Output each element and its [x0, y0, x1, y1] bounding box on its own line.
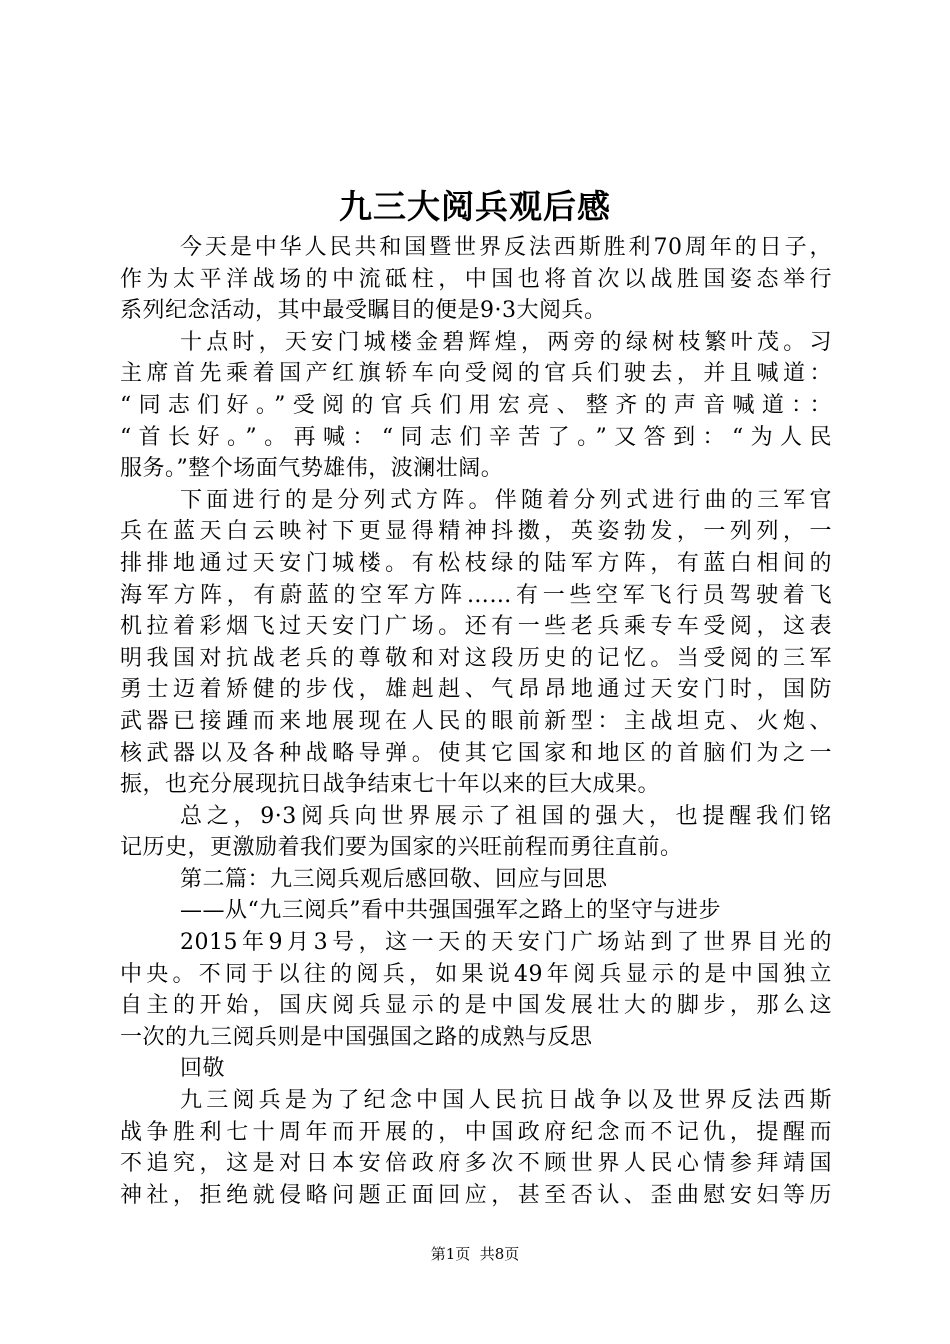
text-line: 武器已接踵而来地展现在人民的眼前新型：主战坦克、火炮、 — [120, 708, 832, 734]
text-line: 服务。”整个场面气势雄伟，波澜壮阔。 — [120, 456, 504, 482]
document-body — [120, 232, 832, 1211]
text-line: 一次的九三阅兵则是中国强国之路的成熟与反思 — [120, 1024, 593, 1050]
text-line: 自主的开始，国庆阅兵显示的是中国发展壮大的脚步，那么这 — [120, 993, 832, 1019]
text-line: 核武器以及各种战略导弹。使其它国家和地区的首脑们为之一 — [120, 740, 832, 766]
text-line: 战争胜利七十周年而开展的，中国政府纪念而不记仇，提醒而 — [120, 1119, 832, 1145]
text-line: 2015年9月3号，这一天的天安门广场站到了世界目光的 — [180, 930, 832, 956]
text-line: 下面进行的是分列式方阵。伴随着分列式进行曲的三军官 — [180, 487, 832, 513]
text-line: 今天是中华人民共和国暨世界反法西斯胜利70周年的日子， — [180, 235, 832, 260]
text-line: 勇士迈着矫健的步伐，雄赳赳、气昂昂地通过天安门时，国防 — [120, 677, 832, 703]
text-line: 机拉着彩烟飞过天安门广场。还有一些老兵乘专车受阅，这表 — [120, 614, 832, 640]
text-line: 第二篇：九三阅兵观后感回敬、回应与回思 — [180, 866, 608, 892]
document-title: 九三大阅兵观后感 — [339, 187, 611, 226]
text-line: 兵在蓝天白云映衬下更显得精神抖擞，英姿勃发，一列列，一 — [120, 519, 832, 545]
text-line: 总之，9·3阅兵向世界展示了祖国的强大，也提醒我们铭 — [180, 803, 832, 829]
text-line: 回敬 — [180, 1056, 226, 1082]
text-line: 记历史，更激励着我们要为国家的兴旺前程而勇往直前。 — [120, 835, 683, 861]
text-line: “首长好。”。再喊：“同志们辛苦了。”又答到：“为人民 — [120, 424, 832, 450]
text-line: 系列纪念活动，其中最受瞩目的便是9·3大阅兵。 — [120, 298, 607, 324]
text-line: 作为太平洋战场的中流砥柱，中国也将首次以战胜国姿态举行 — [120, 266, 832, 292]
text-line: 十点时，天安门城楼金碧辉煌，两旁的绿树枝繁叶茂。习 — [180, 329, 832, 355]
text-line: ——从“九三阅兵”看中共强国强军之路上的坚守与进步 — [180, 898, 721, 924]
text-line: 明我国对抗战老兵的尊敬和对这段历史的记忆。当受阅的三军 — [120, 645, 832, 671]
text-line: 神社，拒绝就侵略问题正面回应，甚至否认、歪曲慰安妇等历 — [120, 1182, 832, 1208]
text-line: 海军方阵，有蔚蓝的空军方阵……有一些空军飞行员驾驶着飞 — [120, 582, 832, 608]
text-line: 九三阅兵是为了纪念中国人民抗日战争以及世界反法西斯 — [180, 1088, 832, 1114]
page-footer: 第1页 共8页 — [430, 1245, 520, 1263]
text-line: 主席首先乘着国产红旗轿车向受阅的官兵们驶去，并且喊道： — [120, 361, 832, 387]
text-line: 排排地通过天安门城楼。有松枝绿的陆军方阵，有蓝白相间的 — [120, 550, 832, 576]
text-line: 不追究，这是对日本安倍政府多次不顾世界人民心情参拜靖国 — [120, 1151, 832, 1177]
text-line: “同志们好。”受阅的官兵们用宏亮、整齐的声音喊道：： — [120, 392, 832, 418]
text-line: 振，也充分展现抗日战争结束七十年以来的巨大成果。 — [120, 772, 661, 798]
text-line: 中央。不同于以往的阅兵，如果说49年阅兵显示的是中国独立 — [120, 961, 832, 987]
